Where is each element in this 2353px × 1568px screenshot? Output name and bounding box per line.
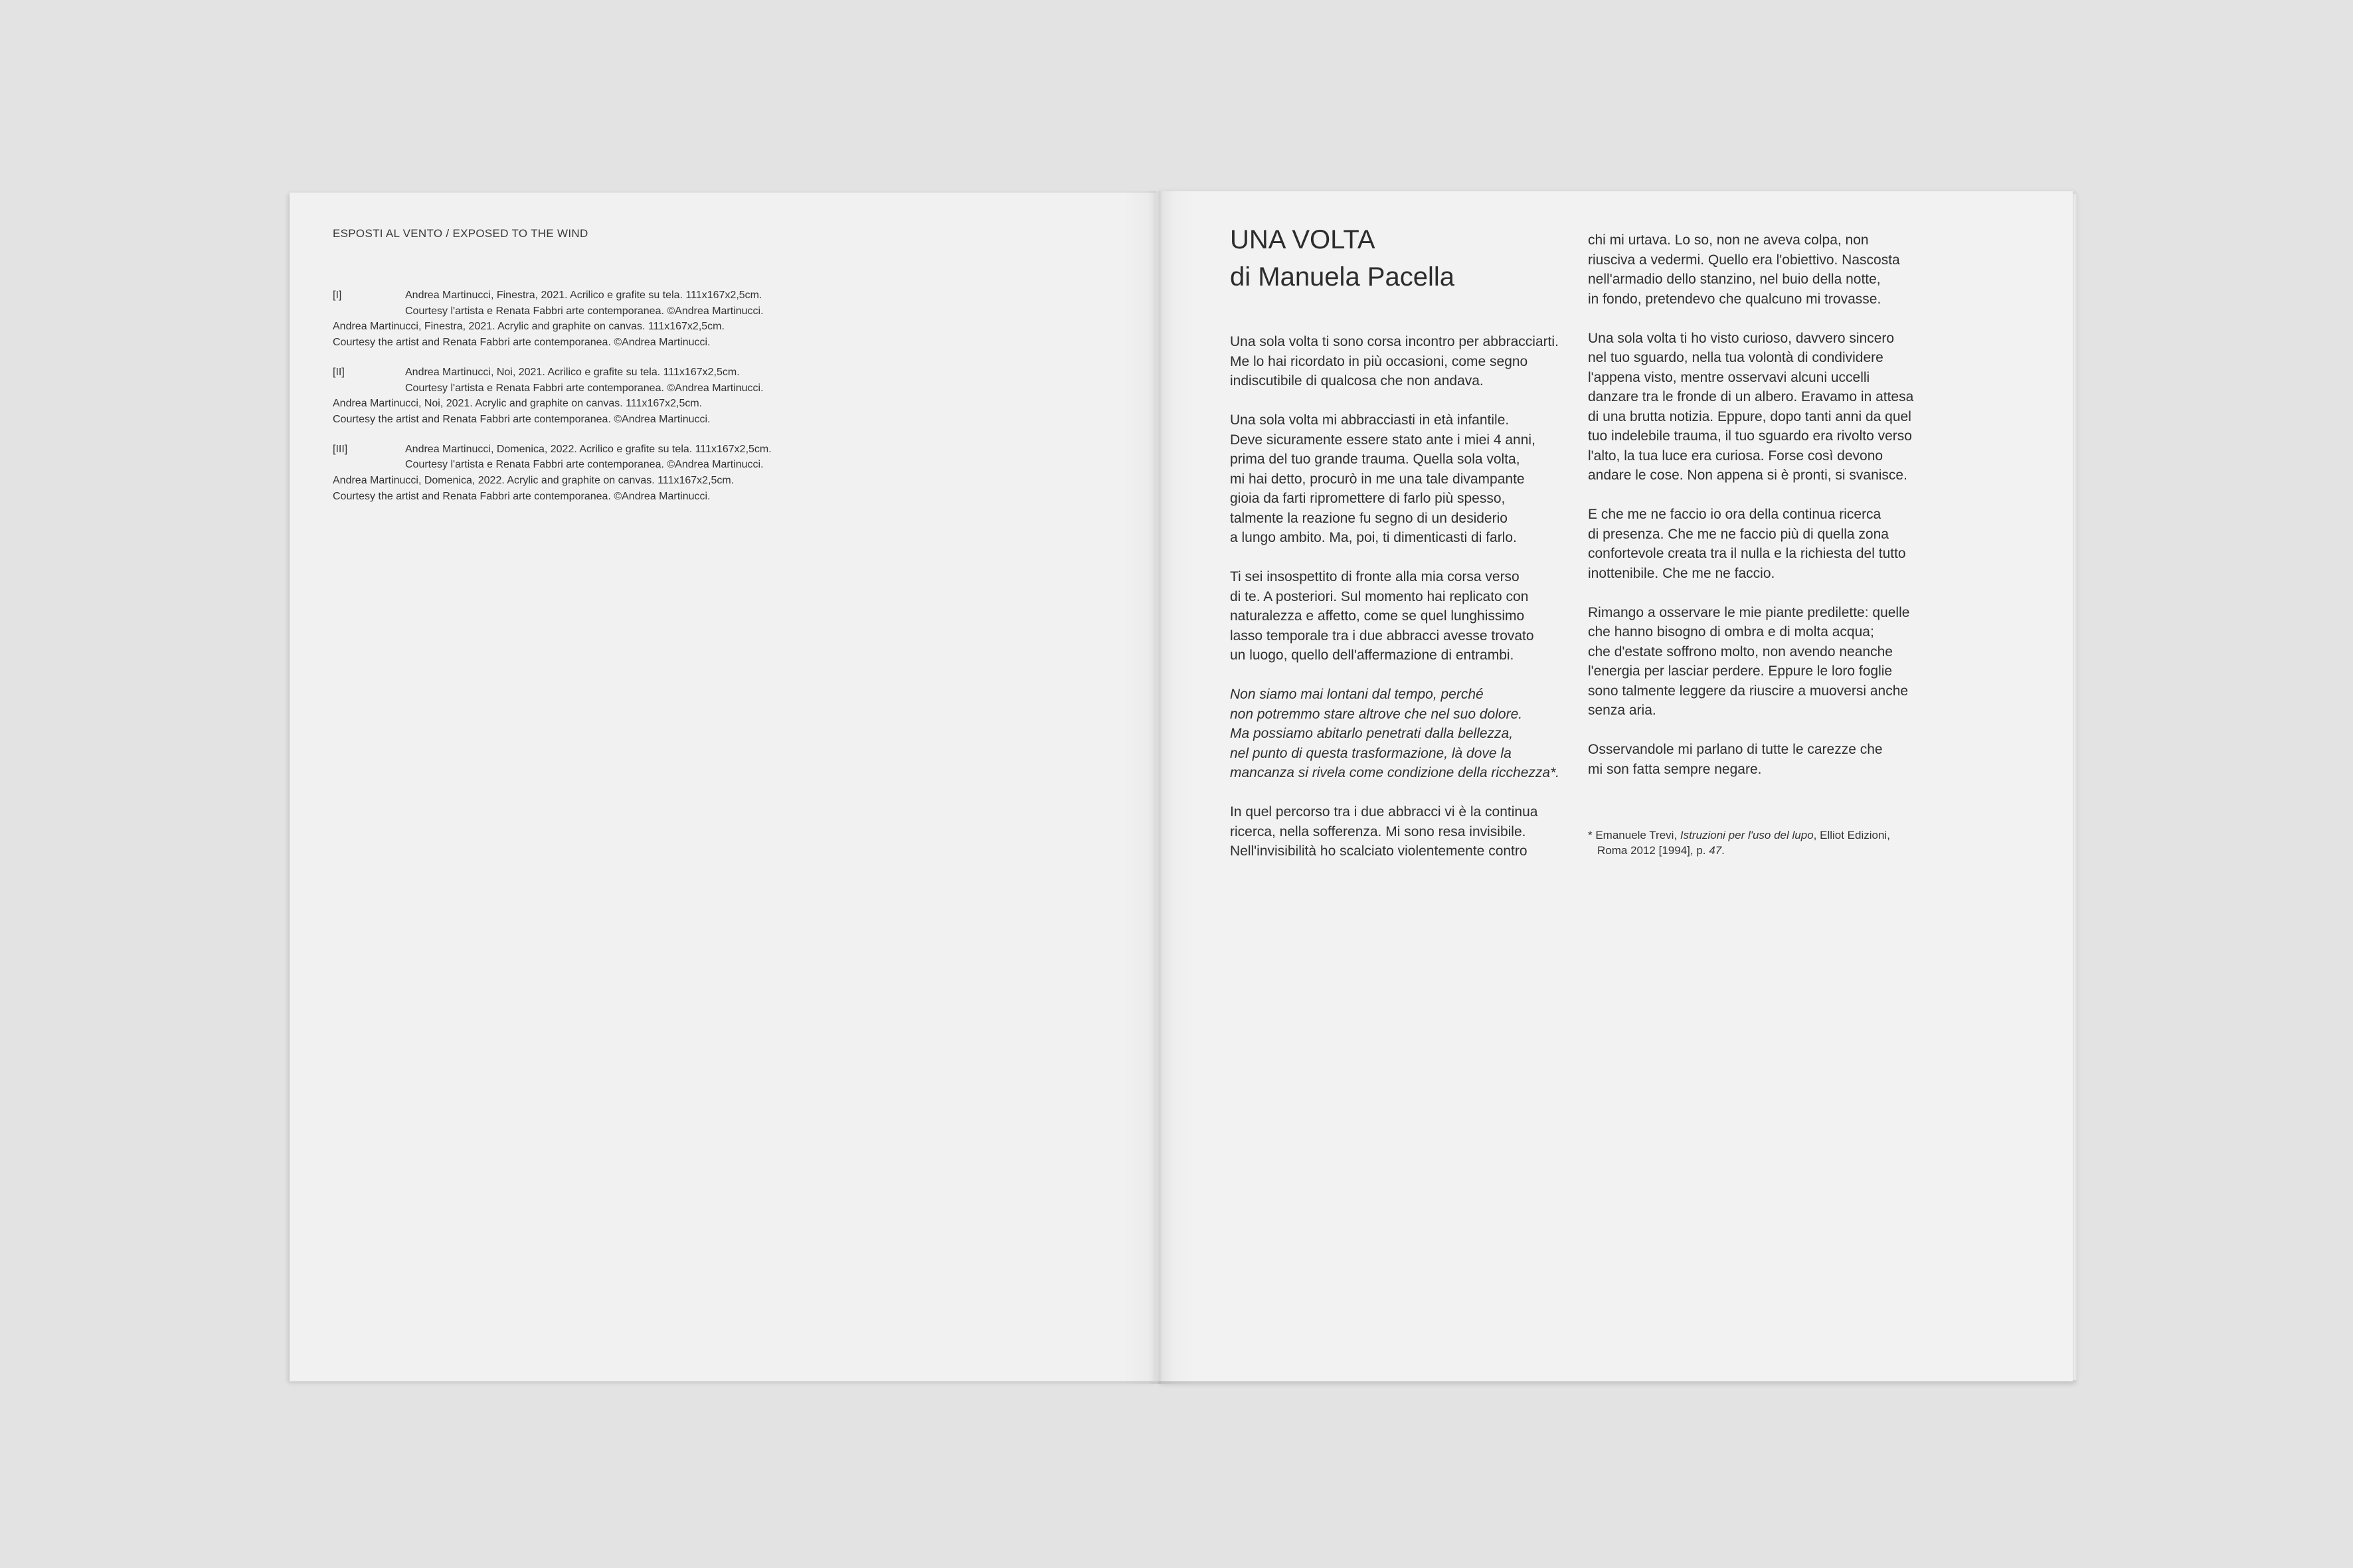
- paragraph: Osservandole mi parlano di tutte le carezze che mi son fatta sempre negare.: [1588, 742, 1883, 777]
- credit-line: Courtesy l'artista e Renata Fabbri arte contemporanea. ©Andrea Martinucci.: [405, 459, 764, 471]
- text-column-2: [1588, 230, 1947, 799]
- footnote-end: .: [1721, 844, 1725, 857]
- image-credits: [333, 288, 864, 518]
- credit-number: [I]: [333, 290, 342, 301]
- credit-line: Courtesy l'artista e Renata Fabbri arte contemporanea. ©Andrea Martinucci.: [405, 382, 764, 394]
- footnote-book-title: Istruzioni per l'uso del lupo: [1680, 829, 1814, 841]
- credit-line: Courtesy the artist and Renata Fabbri arte contemporanea. ©Andrea Martinucci.: [333, 490, 711, 502]
- credit-entry: [333, 442, 864, 505]
- footnote-page: 47: [1709, 844, 1722, 857]
- article-title: [1230, 221, 1454, 296]
- paragraph: Una sola volta ti sono corsa incontro per abbracciarti. Me lo hai ricordato in più occasioni, come segno indiscutibile di qualcosa che non andava.: [1230, 334, 1559, 389]
- right-page: [1156, 191, 2073, 1381]
- paragraph: Ti sei insospettito di fronte alla mia corsa verso di te. A posteriori. Sul momento hai replicato con naturalezza e affetto, come se quel lunghissimo lasso temporale tra i due abbracci avesse trovato un luogo, quello dell'affermazione di entrambi.: [1230, 569, 1534, 663]
- credit-line: Andrea Martinucci, Finestra, 2021. Acrilico e grafite su tela. 111x167x2,5cm.: [405, 290, 762, 301]
- footnote-place-year: Roma 2012 [1994], p.: [1597, 844, 1709, 857]
- paragraph: E che me ne faccio io ora della continua ricerca di presenza. Che me ne faccio più di quella zona confortevole creata tra il nulla e la richiesta del tutto inottenibile. Che me ne faccio.: [1588, 507, 1906, 581]
- credit-line: Courtesy l'artista e Renata Fabbri arte contemporanea. ©Andrea Martinucci.: [405, 305, 764, 317]
- credit-line: Andrea Martinucci, Noi, 2021. Acrylic and graphite on canvas. 111x167x2,5cm.: [333, 398, 703, 410]
- left-page: [290, 193, 1156, 1381]
- paragraph: Rimango a osservare le mie piante predilette: quelle che hanno bisogno di ombra e di molta acqua; che d'estate soffrono molto, non avendo neanche l'energia per lasciar perdere. Eppure le loro foglie sono talmente leggere da riuscire a muoversi anche senza aria.: [1588, 604, 1910, 718]
- footnote-publisher: , Elliot Edizioni,: [1813, 829, 1890, 841]
- credit-entry: [333, 365, 864, 428]
- credit-line: Andrea Martinucci, Domenica, 2022. Acrylic and graphite on canvas. 111x167x2,5cm.: [333, 475, 735, 487]
- credit-number: [III]: [333, 443, 348, 455]
- paragraph: chi mi urtava. Lo so, non ne aveva colpa, non riusciva a vedermi. Quello era l'obiettivo. Nascosta nell'armadio dello stanzino, nel buio della notte, in fondo, pretendevo che qualcuno mi trovasse.: [1588, 232, 1900, 307]
- credit-line: Andrea Martinucci, Finestra, 2021. Acrylic and graphite on canvas. 111x167x2,5cm.: [333, 321, 725, 333]
- open-booklet-spread: [290, 191, 2077, 1384]
- credit-line: Courtesy the artist and Renata Fabbri arte contemporanea. ©Andrea Martinucci.: [333, 337, 711, 349]
- paragraph: In quel percorso tra i due abbracci vi è la continua ricerca, nella sofferenza. Mi sono resa invisibile. Nell'invisibilità ho scalciato violentemente contro: [1230, 804, 1538, 859]
- title-line: UNA VOLTA: [1230, 225, 1375, 254]
- credit-line: Courtesy the artist and Renata Fabbri arte contemporanea. ©Andrea Martinucci.: [333, 413, 711, 425]
- credit-number: [II]: [333, 366, 345, 378]
- quote-paragraph: Non siamo mai lontani dal tempo, perché non potremmo stare altrove che nel suo dolore. Ma possiamo abitarlo penetrati dalla bellezza, nel punto di questa trasformazione, là dove la mancanza si rivela come condizione della ricchezza*.: [1230, 687, 1560, 780]
- credit-line: Andrea Martinucci, Domenica, 2022. Acrilico e grafite su tela. 111x167x2,5cm.: [405, 443, 772, 455]
- credit-entry: [333, 288, 864, 351]
- footnote: [1588, 828, 1947, 858]
- paragraph: Una sola volta mi abbracciasti in età infantile. Deve sicuramente essere stato ante i miei 4 anni, prima del tuo grande trauma. Quella sola volta, mi hai detto, procurò in me una tale divampante gioia da farti ripromettere di farlo più spesso, talmente la reazione fu segno di un desiderio a lungo ambito. Ma, poi, ti dimenticasti di farlo.: [1230, 412, 1535, 545]
- credit-line: Andrea Martinucci, Noi, 2021. Acrilico e grafite su tela. 111x167x2,5cm.: [405, 366, 740, 378]
- author-line: di Manuela Pacella: [1230, 262, 1454, 292]
- text-column-1: [1230, 332, 1589, 881]
- paragraph: Una sola volta ti ho visto curioso, davvero sincero nel tuo sguardo, nella tua volontà di condividere l'appena visto, mentre osservavi alcuni uccelli danzare tra le fronde di un albero. Eravamo in attesa di una brutta notizia. Eppure, dopo tanti anni da quel tuo indelebile trauma, il tuo sguardo era rivolto verso l'alto, la tua luce era curiosa. Forse così devono andare le cose. Non appena si è pronti, si svanisce.: [1588, 330, 1914, 483]
- running-head: ESPOSTI AL VENTO / EXPOSED TO THE WIND: [333, 227, 588, 240]
- footnote-prefix: * Emanuele Trevi,: [1588, 829, 1680, 841]
